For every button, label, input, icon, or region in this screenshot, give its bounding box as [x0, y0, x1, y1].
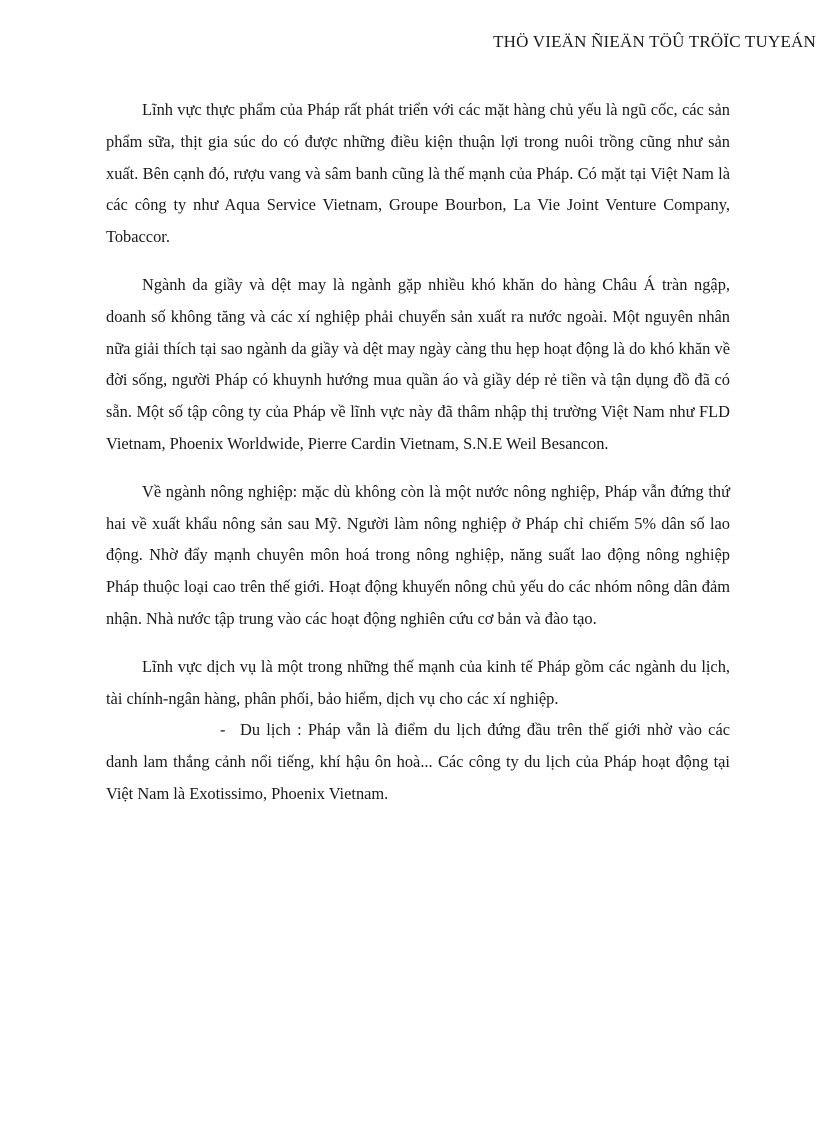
paragraph-services: Lĩnh vực dịch vụ là một trong những thế mạnh của kinh tế Pháp gồm các ngành du lịch, tài chính-ngân hàng, phân phối, bảo hiểm, dịch vụ cho các xí nghiệp.: [106, 656, 730, 708]
bullet-tourism-text: Du lịch : Pháp vẫn là điểm du lịch đứng đầu trên thế giới nhờ vào các danh lam thắng cảnh nổi tiếng, khí hậu ôn hoà... Các công ty du lịch của Pháp hoạt động tại Việt Nam là Exotissimo, Phoenix Vietnam.: [106, 720, 730, 803]
bullet-marker: -: [220, 720, 226, 740]
body-text: [106, 94, 730, 810]
paragraph-agriculture: Về ngành nông nghiệp: mặc dù không còn là một nước nông nghiệp, Pháp vẫn đứng thứ hai về xuất khẩu nông sản sau Mỹ. Người làm nông nghiệp ở Pháp chỉ chiếm 5% dân số lao động. Nhờ đẩy mạnh chuyên môn hoá trong nông nghiệp, năng suất lao động nông nghiệp Pháp thuộc loại cao trên thế giới. Hoạt động khuyến nông chủ yếu do các nhóm nông dân đảm nhận. Nhà nước tập trung vào các hoạt động nghiên cứu cơ bản và đào tạo.: [106, 481, 730, 628]
paragraph-textile-footwear: Ngành da giầy và dệt may là ngành gặp nhiều khó khăn do hàng Châu Á tràn ngập, doanh số không tăng và các xí nghiệp phải chuyển sản xuất ra nước ngoài. Một nguyên nhân nữa giải thích tại sao ngành da giầy và dệt may ngày càng thu hẹp hoạt động là do khó khăn về đời sống, người Pháp có khuynh hướng mua quần áo và giầy dép rẻ tiền và tận dụng đồ đã có sẵn. Một số tập công ty của Pháp về lĩnh vực này đã thâm nhập thị trường Việt Nam như FLD Vietnam, Phoenix Worldwide, Pierre Cardin Vietnam, S.N.E Weil Besancon.: [106, 274, 730, 453]
paragraph-food-industry: Lĩnh vực thực phẩm của Pháp rất phát triển với các mặt hàng chủ yếu là ngũ cốc, các sản phẩm sữa, thịt gia súc do có được những điều kiện thuận lợi trong nuôi trồng cũng như sản xuất. Bên cạnh đó, rượu vang và sâm banh cũng là thế mạnh của Pháp. Có mặt tại Việt Nam là các công ty như Aqua Service Vietnam, Groupe Bourbon, La Vie Joint Venture Company, Tobaccor.: [106, 100, 730, 247]
bullet-tourism: [106, 714, 730, 809]
running-header: THÖ VIEÄN ÑIEÄN TÖÛ TRÖÏC TUYEÁN: [493, 32, 816, 51]
